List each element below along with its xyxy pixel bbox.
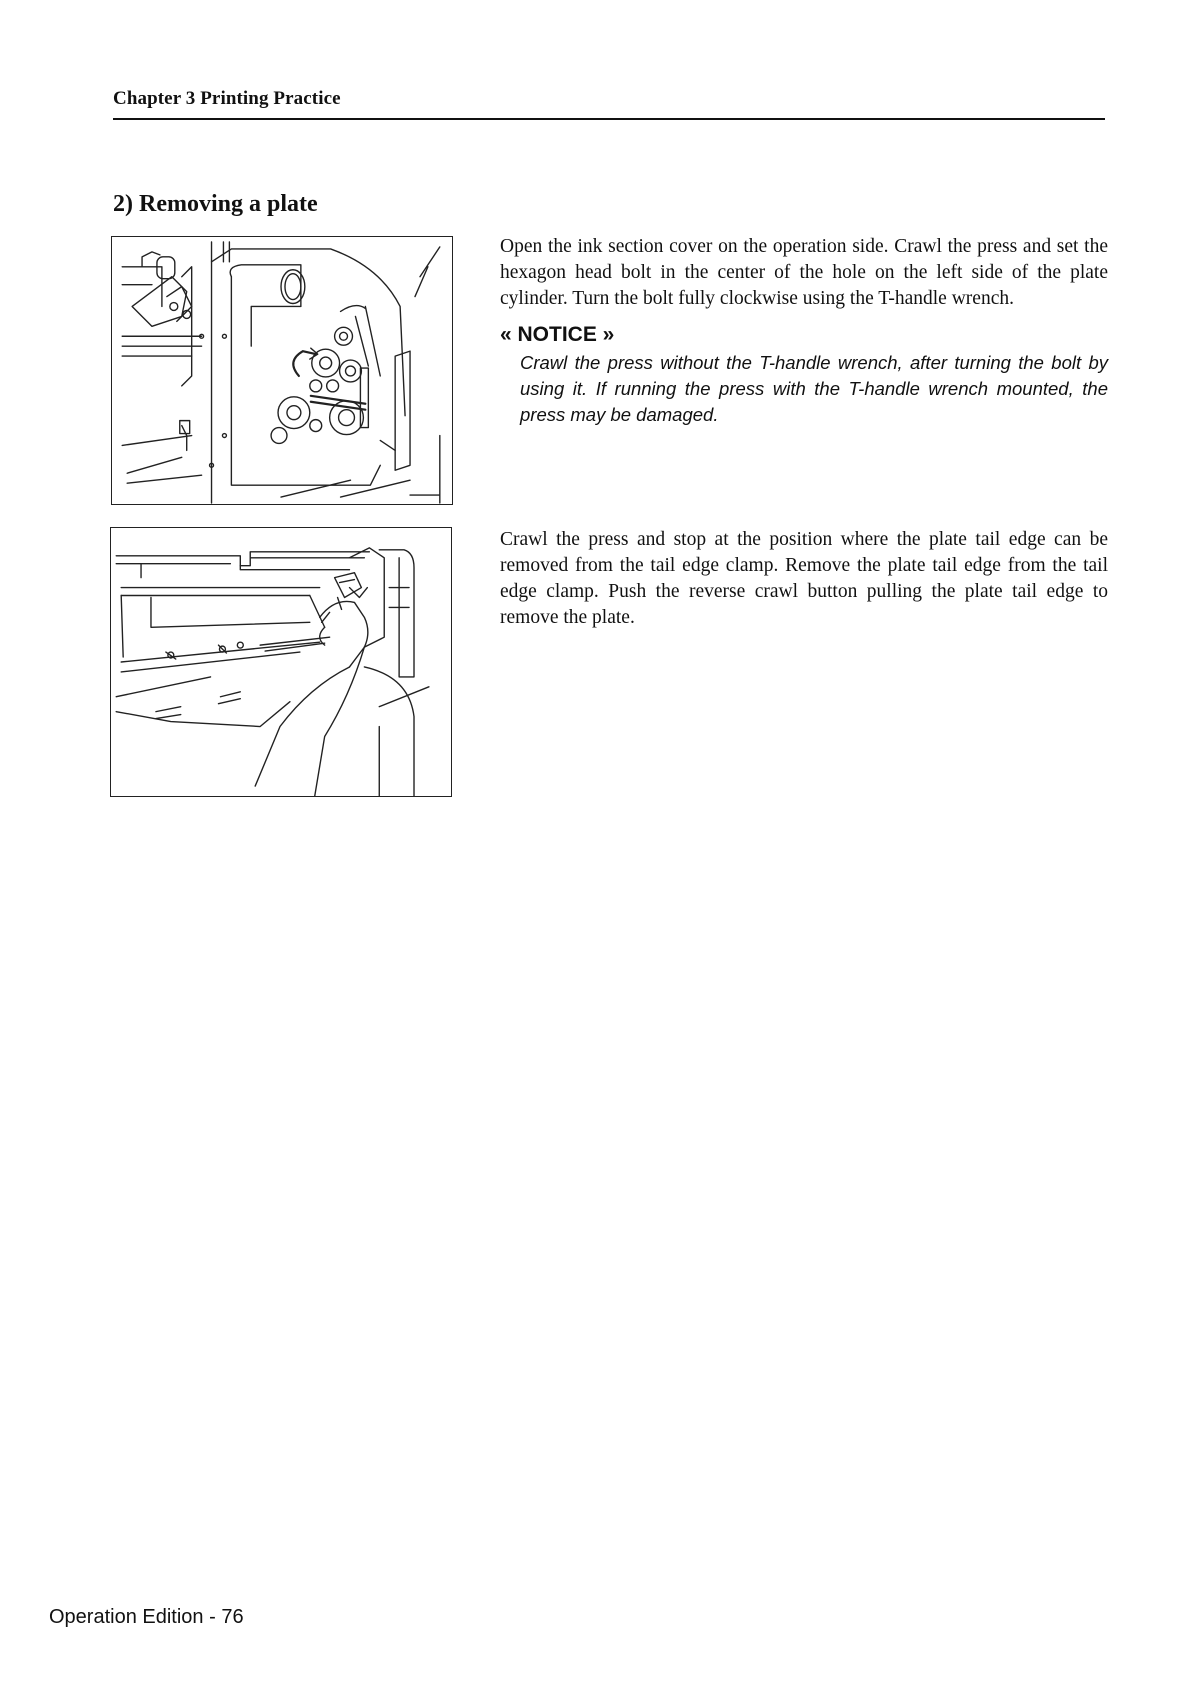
press-side-illustration xyxy=(112,237,452,504)
header-rule xyxy=(113,118,1105,120)
step1-instruction: Open the ink section cover on the operation side. Crawl the press and set the hexagon head bolt in the center of the hole on the left side of the plate cylinder. Turn the bolt fully clockwise using the T-handle wrench. xyxy=(500,236,1108,309)
page-number-footer: Operation Edition - 76 xyxy=(49,1606,244,1628)
chapter-header: Chapter 3 Printing Practice xyxy=(113,88,341,109)
plate-removal-illustration xyxy=(111,528,451,796)
section-title: 2) Removing a plate xyxy=(113,191,318,217)
figure-t-handle-wrench xyxy=(111,236,453,505)
step2-instruction: Crawl the press and stop at the position where the plate tail edge can be removed from the tail edge clamp. Remove the plate tail edge from the tail edge clamp. Push the reverse crawl button pulling the plate tail edge to remove the plate. xyxy=(500,529,1108,628)
notice-text: Crawl the press without the T-handle wrench, after turning the bolt by using it. If running the press with the T-handle wrench mounted, the press may be damaged. xyxy=(520,352,1108,425)
notice-label: « NOTICE » xyxy=(500,323,615,346)
figure-remove-plate-tail xyxy=(110,527,452,797)
